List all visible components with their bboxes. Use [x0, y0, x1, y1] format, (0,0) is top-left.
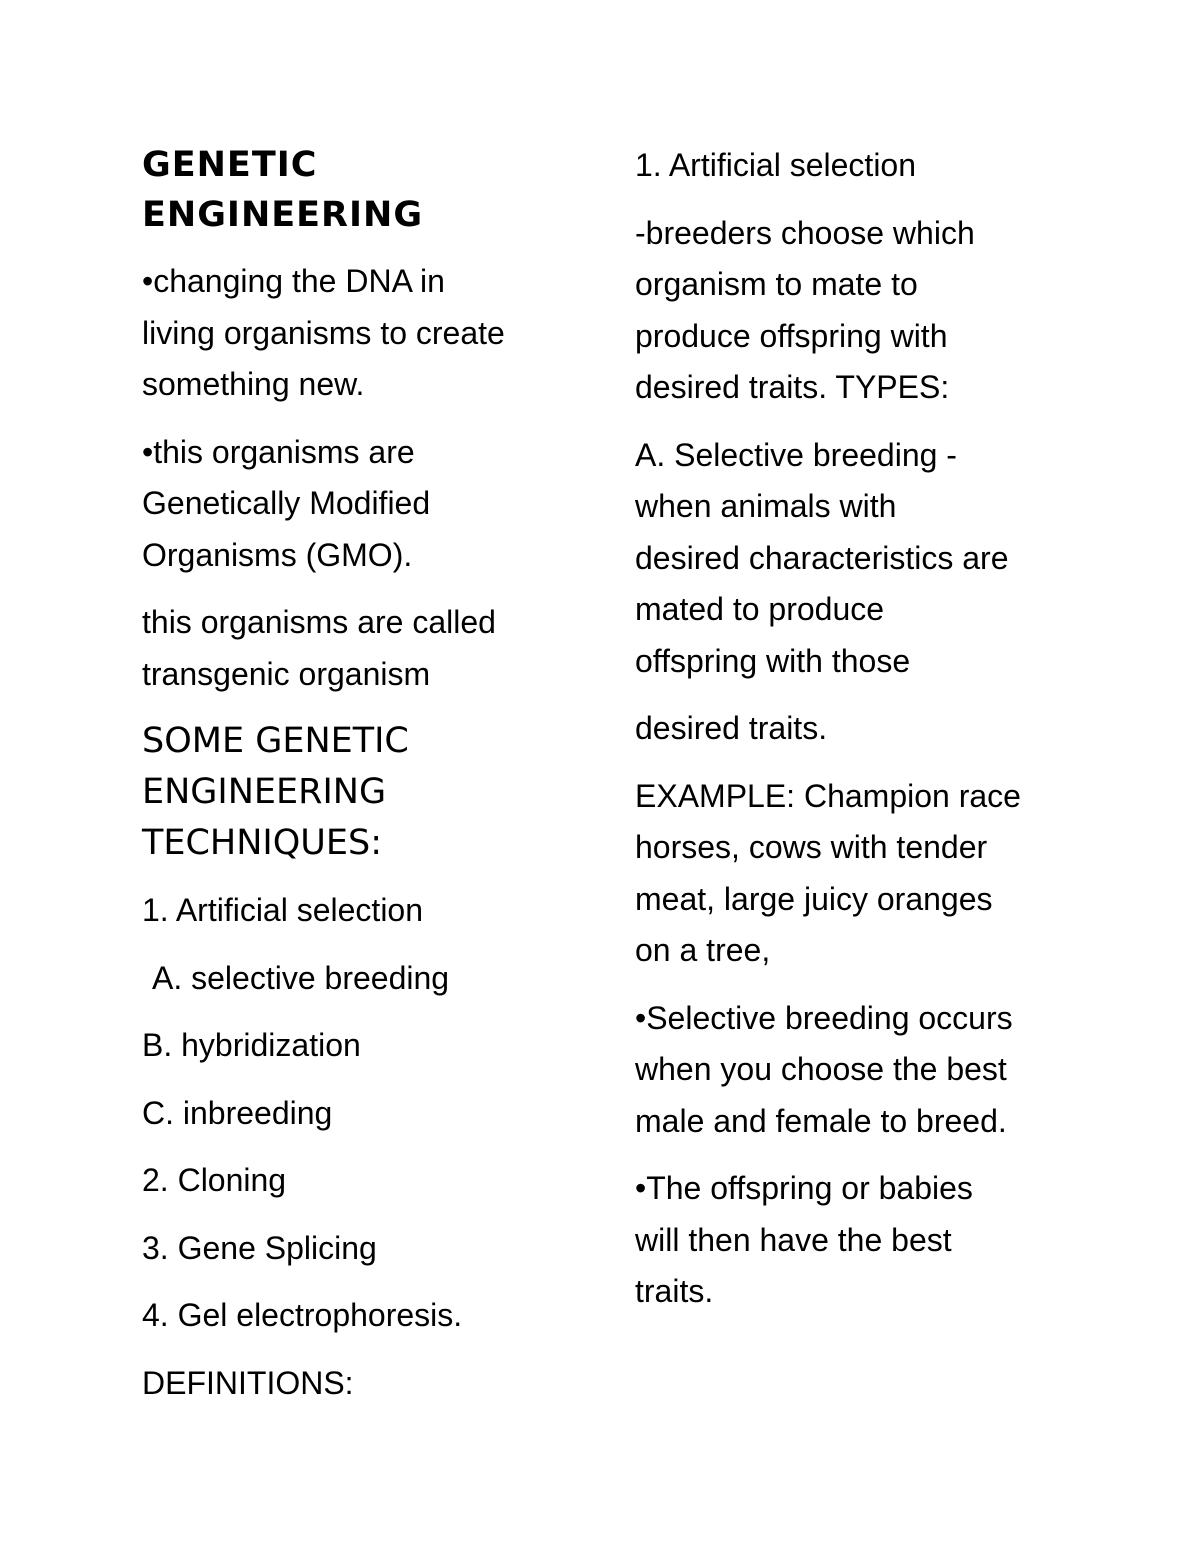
- text-line: horses, cows with tender: [635, 829, 988, 865]
- artificial-selection-intro: [635, 208, 1105, 414]
- title-line: ENGINEERING: [142, 195, 424, 235]
- title-line: GENETIC: [142, 145, 318, 185]
- text-line: EXAMPLE: Champion race: [635, 777, 1021, 814]
- technique-item: 2. Cloning: [142, 1162, 287, 1198]
- definitions-label: DEFINITIONS:: [142, 1364, 354, 1401]
- text-line: •The offspring or babies: [635, 1170, 973, 1206]
- technique-item: C. inbreeding: [142, 1094, 333, 1131]
- text-line: offspring with those: [635, 642, 911, 679]
- text-line: Organisms (GMO).: [142, 536, 413, 573]
- gmo-name-bullet: [142, 427, 592, 582]
- text-line: traits.: [635, 1273, 714, 1309]
- techniques-heading: [142, 716, 592, 869]
- selective-breeding-tail: desired traits.: [635, 710, 828, 746]
- text-line: produce offspring with: [635, 317, 948, 354]
- text-line: will then have the best: [635, 1221, 952, 1258]
- text-line: -breeders choose which: [635, 214, 975, 251]
- section-heading: 1. Artificial selection: [635, 147, 917, 183]
- transgenic-paragraph: [142, 597, 592, 700]
- text-line: A. Selective breeding -: [635, 436, 957, 473]
- selective-breeding-definition: [635, 430, 1105, 688]
- text-line: on a tree,: [635, 932, 771, 968]
- right-column: [635, 140, 1105, 1334]
- document-title: [142, 140, 592, 240]
- text-line: desired traits. TYPES:: [635, 369, 950, 405]
- text-line: •Selective breeding occurs: [635, 999, 1013, 1036]
- text-line: something new.: [142, 366, 365, 402]
- text-line: transgenic organism: [142, 655, 431, 692]
- technique-item: B. hybridization: [142, 1027, 361, 1063]
- text-line: living organisms to create: [142, 314, 505, 351]
- text-line: Genetically Modified: [142, 485, 431, 521]
- technique-item: A. selective breeding: [152, 959, 450, 996]
- heading-line: ENGINEERING: [142, 772, 387, 812]
- technique-item: 3. Gene Splicing: [142, 1229, 377, 1266]
- best-pair-bullet: [635, 993, 1105, 1148]
- text-line: when you choose the best: [635, 1051, 1007, 1087]
- text-line: this organisms are called: [142, 604, 496, 640]
- example-paragraph: [635, 771, 1105, 977]
- text-line: •this organisms are: [142, 433, 415, 470]
- heading-line: SOME GENETIC: [142, 721, 409, 761]
- text-line: •changing the DNA in: [142, 263, 445, 299]
- text-line: male and female to breed.: [635, 1102, 1007, 1139]
- text-line: meat, large juicy oranges: [635, 880, 993, 917]
- text-line: desired characteristics are: [635, 539, 1009, 576]
- text-line: when animals with: [635, 488, 897, 524]
- text-line: mated to produce: [635, 591, 885, 627]
- text-line: organism to mate to: [635, 266, 918, 302]
- left-column: [142, 140, 592, 1425]
- technique-item: 1. Artificial selection: [142, 892, 424, 928]
- heading-line: TECHNIQUES:: [142, 823, 383, 863]
- technique-item: 4. Gel electrophoresis.: [142, 1297, 463, 1333]
- gmo-definition-bullet: [142, 256, 592, 411]
- offspring-bullet: [635, 1163, 1105, 1318]
